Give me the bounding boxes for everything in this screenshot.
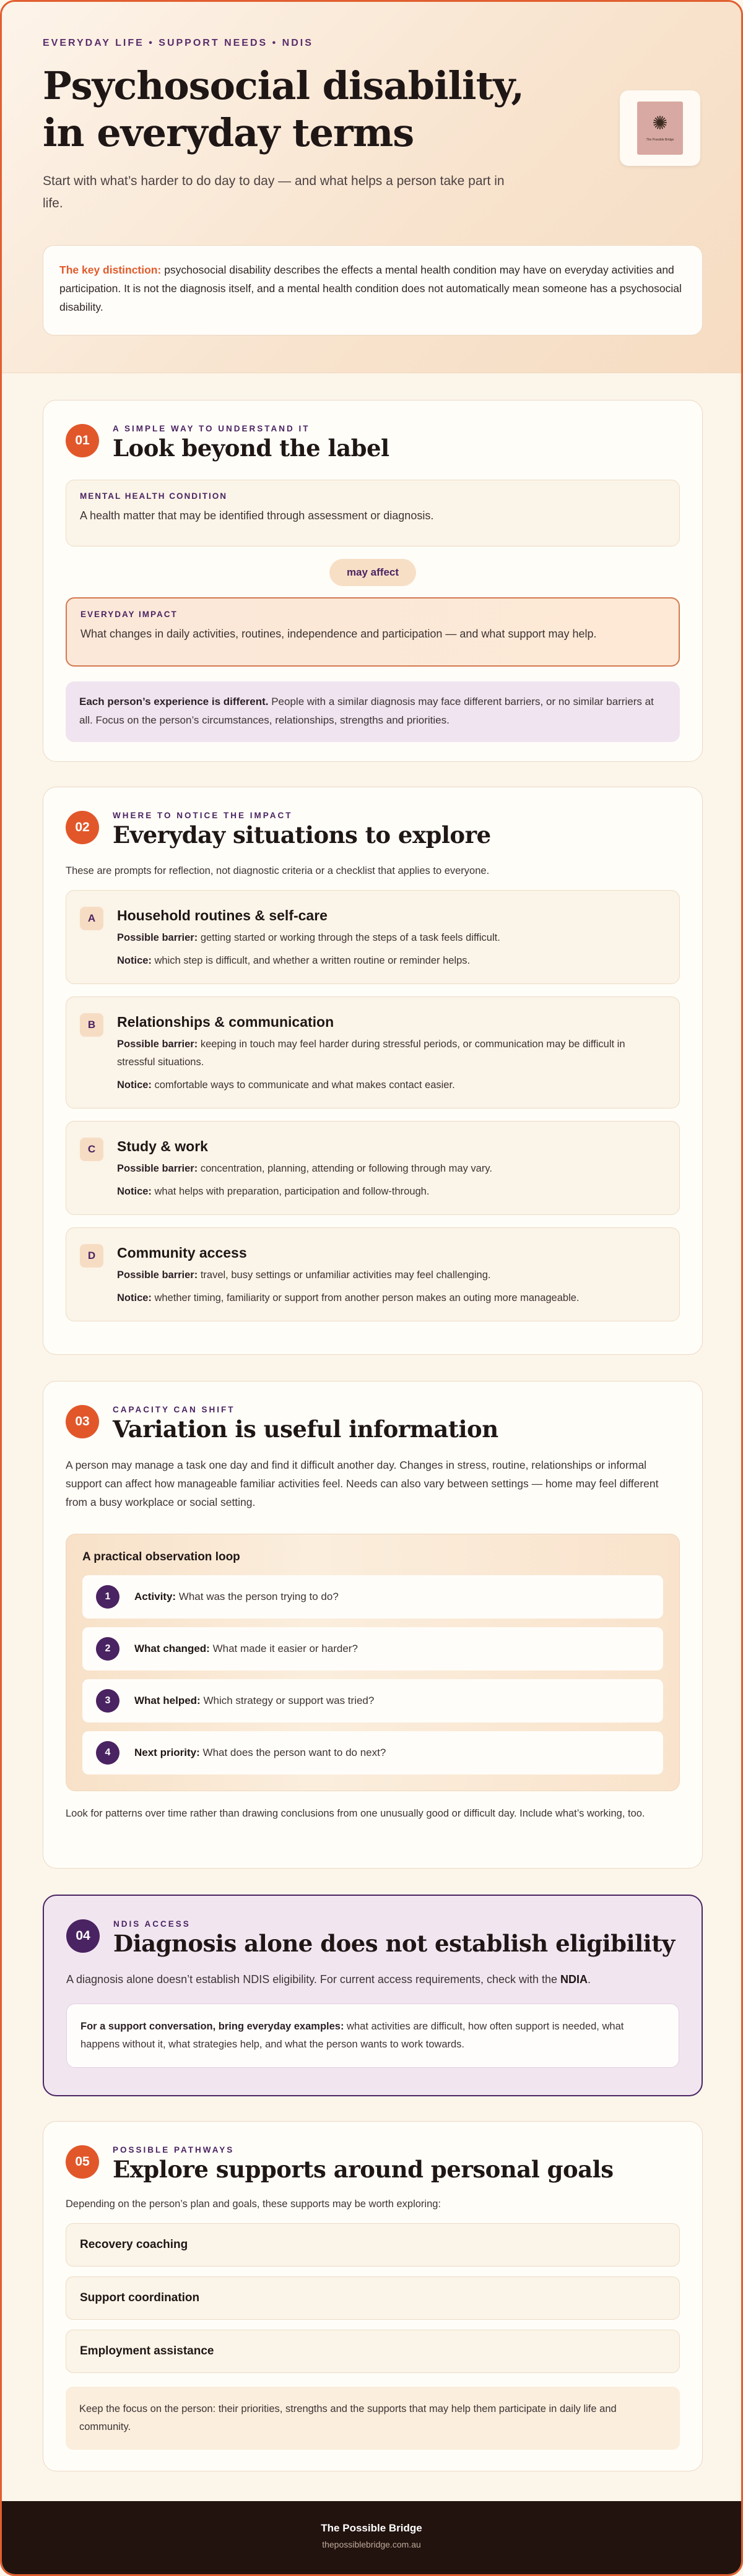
situation-notice bbox=[117, 1183, 492, 1201]
observation-loop-title: A practical observation loop bbox=[82, 1550, 240, 1563]
section-title: Look beyond the label bbox=[113, 434, 389, 462]
situation-barrier bbox=[117, 1160, 492, 1178]
impact-box bbox=[66, 597, 680, 667]
barrier-text: concentration, planning, attending or following through may vary. bbox=[198, 1163, 492, 1174]
section-header bbox=[66, 1405, 680, 1443]
barrier-text: getting started or working through the steps of a task feels difficult. bbox=[198, 932, 500, 943]
barrier-label: Possible barrier: bbox=[117, 932, 198, 943]
notice-label: Notice: bbox=[117, 1079, 152, 1091]
section-note: Look for patterns over time rather than drawing conclusions from one unusually good or difficult day. Include what’s working, too. bbox=[66, 1808, 645, 1819]
loop-step-label: What helped: bbox=[134, 1695, 201, 1706]
loop-step-number: 1 bbox=[96, 1585, 119, 1609]
impact-label: EVERYDAY IMPACT bbox=[80, 610, 178, 619]
loop-step-number: 2 bbox=[96, 1637, 119, 1661]
notice-text: comfortable ways to communicate and what makes contact easier. bbox=[151, 1079, 455, 1091]
section-intro: A diagnosis alone doesn’t establish NDIS eligibility. For current access requirements, check with the NDIA. bbox=[66, 1973, 591, 1986]
hero-eyebrow: EVERYDAY LIFE • SUPPORT NEEDS • NDIS bbox=[43, 38, 313, 48]
logo-image bbox=[637, 102, 683, 155]
situation-letter: C bbox=[80, 1138, 103, 1161]
section-ndis-eligibility bbox=[43, 1895, 703, 2096]
situation-notice bbox=[117, 1289, 580, 1307]
section-number: 02 bbox=[66, 811, 99, 844]
section-intro: Depending on the person’s plan and goals, these supports may be worth exploring: bbox=[66, 2198, 441, 2210]
experience-note-bold: Each person’s experience is different. bbox=[79, 696, 269, 707]
may-affect-pill: may affect bbox=[329, 559, 416, 586]
barrier-label: Possible barrier: bbox=[117, 1163, 198, 1174]
loop-step bbox=[82, 1731, 663, 1774]
logo-mark-icon: ✺ bbox=[652, 113, 668, 134]
loop-step-text: What made it easier or harder? bbox=[209, 1643, 358, 1654]
loop-step-text: What was the person trying to do? bbox=[176, 1591, 339, 1602]
situation-barrier bbox=[117, 1035, 666, 1071]
loop-step-label: What changed: bbox=[134, 1643, 210, 1654]
footer-brand-name: The Possible Bridge bbox=[321, 2522, 422, 2534]
section-header bbox=[66, 2145, 680, 2184]
situation-item bbox=[66, 890, 680, 984]
situation-item bbox=[66, 1121, 680, 1215]
key-distinction-text: psychosocial disability describes the effects a mental health condition may have on everyday activities and participation. It is not the diagnosis itself, and a mental health condition does not automatically mean someone has a psychosocial disability. bbox=[59, 264, 682, 313]
situation-notice bbox=[117, 1076, 666, 1094]
support-conversation-tip bbox=[66, 2003, 679, 2068]
tip-text: what activities are difficult, how often support is needed, what happens without it, what strategies help, and what the person wants to work towards. bbox=[80, 2021, 624, 2050]
section-kicker: POSSIBLE PATHWAYS bbox=[113, 2145, 235, 2155]
notice-text: which step is difficult, and whether a written routine or reminder helps. bbox=[151, 955, 471, 966]
situation-title: Community access bbox=[117, 1245, 247, 1261]
observation-loop bbox=[66, 1534, 680, 1791]
loop-step-number: 4 bbox=[96, 1741, 119, 1765]
situation-letter: D bbox=[80, 1244, 103, 1268]
section-kicker: CAPACITY CAN SHIFT bbox=[113, 1405, 235, 1414]
section-everyday-situations bbox=[43, 787, 703, 1355]
situation-notice bbox=[117, 952, 500, 970]
loop-step bbox=[82, 1679, 663, 1722]
situation-item bbox=[66, 996, 680, 1109]
hero-subtitle: Start with what’s harder to do day to day — and what helps a person take part in life. bbox=[43, 174, 505, 210]
situation-barrier bbox=[117, 1266, 580, 1284]
situation-letter: B bbox=[80, 1013, 103, 1037]
pathway-support-coordination: Support coordination bbox=[66, 2276, 680, 2320]
barrier-text: keeping in touch may feel harder during stressful periods, or communication may be difficult in stressful situations. bbox=[117, 1039, 625, 1068]
condition-text: A health matter that may be identified through assessment or diagnosis. bbox=[80, 509, 434, 522]
experience-note bbox=[66, 681, 680, 742]
section-intro: These are prompts for reflection, not diagnostic criteria or a checklist that applies to everyone. bbox=[66, 865, 490, 876]
section-intro: A person may manage a task one day and find it difficult another day. Changes in stress, routine, relationships or informal support can affect how manageable familiar activities feel. Needs can also vary between settings — home may feel different from a busy workplace or social setting. bbox=[66, 1459, 659, 1508]
key-distinction-label: The key distinction: bbox=[59, 264, 162, 276]
situation-item bbox=[66, 1227, 680, 1321]
section-header bbox=[66, 811, 680, 849]
section-number: 01 bbox=[66, 424, 99, 457]
section-possible-pathways bbox=[43, 2121, 703, 2471]
page-footer bbox=[2, 2501, 741, 2574]
section-kicker: A SIMPLE WAY TO UNDERSTAND IT bbox=[113, 424, 310, 433]
loop-step-label: Activity: bbox=[134, 1591, 176, 1602]
section-look-beyond-label bbox=[43, 400, 703, 762]
section-kicker: WHERE TO NOTICE THE IMPACT bbox=[113, 811, 293, 820]
section-number: 05 bbox=[66, 2145, 99, 2179]
section-title: Variation is useful information bbox=[113, 1416, 498, 1443]
pathways-note: Keep the focus on the person: their priorities, strengths and the supports that may help them participate in daily life and community. bbox=[66, 2387, 680, 2450]
ndia-link[interactable]: NDIA bbox=[560, 1973, 588, 1986]
section-variation bbox=[43, 1381, 703, 1869]
loop-step-label: Next priority: bbox=[134, 1747, 200, 1758]
situation-title: Household routines & self-care bbox=[117, 907, 328, 923]
impact-text: What changes in daily activities, routines, independence and participation — and what support may help. bbox=[80, 628, 597, 640]
hero-header bbox=[2, 2, 741, 373]
section-number: 04 bbox=[66, 1919, 100, 1953]
logo-text: The Possible Bridge bbox=[646, 138, 674, 142]
loop-step-text: What does the person want to do next? bbox=[199, 1747, 386, 1758]
situation-letter: A bbox=[80, 907, 103, 930]
tip-bold: For a support conversation, bring everyday examples: bbox=[80, 2021, 344, 2032]
section-kicker: NDIS ACCESS bbox=[113, 1919, 191, 1929]
loop-step-text: Which strategy or support was tried? bbox=[200, 1695, 375, 1706]
notice-text: what helps with preparation, participation and follow-through. bbox=[151, 1186, 430, 1197]
situation-barrier bbox=[117, 929, 500, 947]
experience-note-text: People with a similar diagnosis may face different barriers, or no similar barriers at all. Focus on the person’s circumstances, relationships, strengths and priorities. bbox=[79, 696, 654, 726]
section-number: 03 bbox=[66, 1405, 99, 1438]
condition-label: MENTAL HEALTH CONDITION bbox=[80, 491, 227, 501]
section-header bbox=[66, 1919, 679, 1958]
section-header bbox=[66, 424, 680, 462]
section-title: Everyday situations to explore bbox=[113, 821, 491, 849]
notice-label: Notice: bbox=[117, 955, 152, 966]
condition-box bbox=[66, 480, 680, 547]
barrier-text: travel, busy settings or unfamiliar activities may feel challenging. bbox=[198, 1269, 491, 1281]
notice-text: whether timing, familiarity or support from another person makes an outing more manageable. bbox=[151, 1292, 580, 1303]
notice-label: Notice: bbox=[117, 1186, 152, 1197]
situation-title: Relationships & communication bbox=[117, 1014, 334, 1030]
section-title: Diagnosis alone does not establish eligibility bbox=[113, 1930, 675, 1957]
barrier-label: Possible barrier: bbox=[117, 1269, 198, 1281]
brand-logo bbox=[620, 90, 700, 166]
notice-label: Notice: bbox=[117, 1292, 152, 1303]
barrier-label: Possible barrier: bbox=[117, 1039, 198, 1050]
pathway-recovery-coaching: Recovery coaching bbox=[66, 2223, 680, 2267]
footer-website-link[interactable]: thepossiblebridge.com.au bbox=[322, 2539, 421, 2549]
pathway-employment-assistance: Employment assistance bbox=[66, 2330, 680, 2373]
page-title: Psychosocial disability, in everyday terms bbox=[43, 63, 524, 155]
loop-step bbox=[82, 1575, 663, 1619]
section-title: Explore supports around personal goals bbox=[113, 2156, 614, 2183]
loop-step-number: 3 bbox=[96, 1689, 119, 1713]
key-distinction-box bbox=[43, 245, 703, 335]
situation-title: Study & work bbox=[117, 1138, 208, 1154]
loop-step bbox=[82, 1627, 663, 1671]
